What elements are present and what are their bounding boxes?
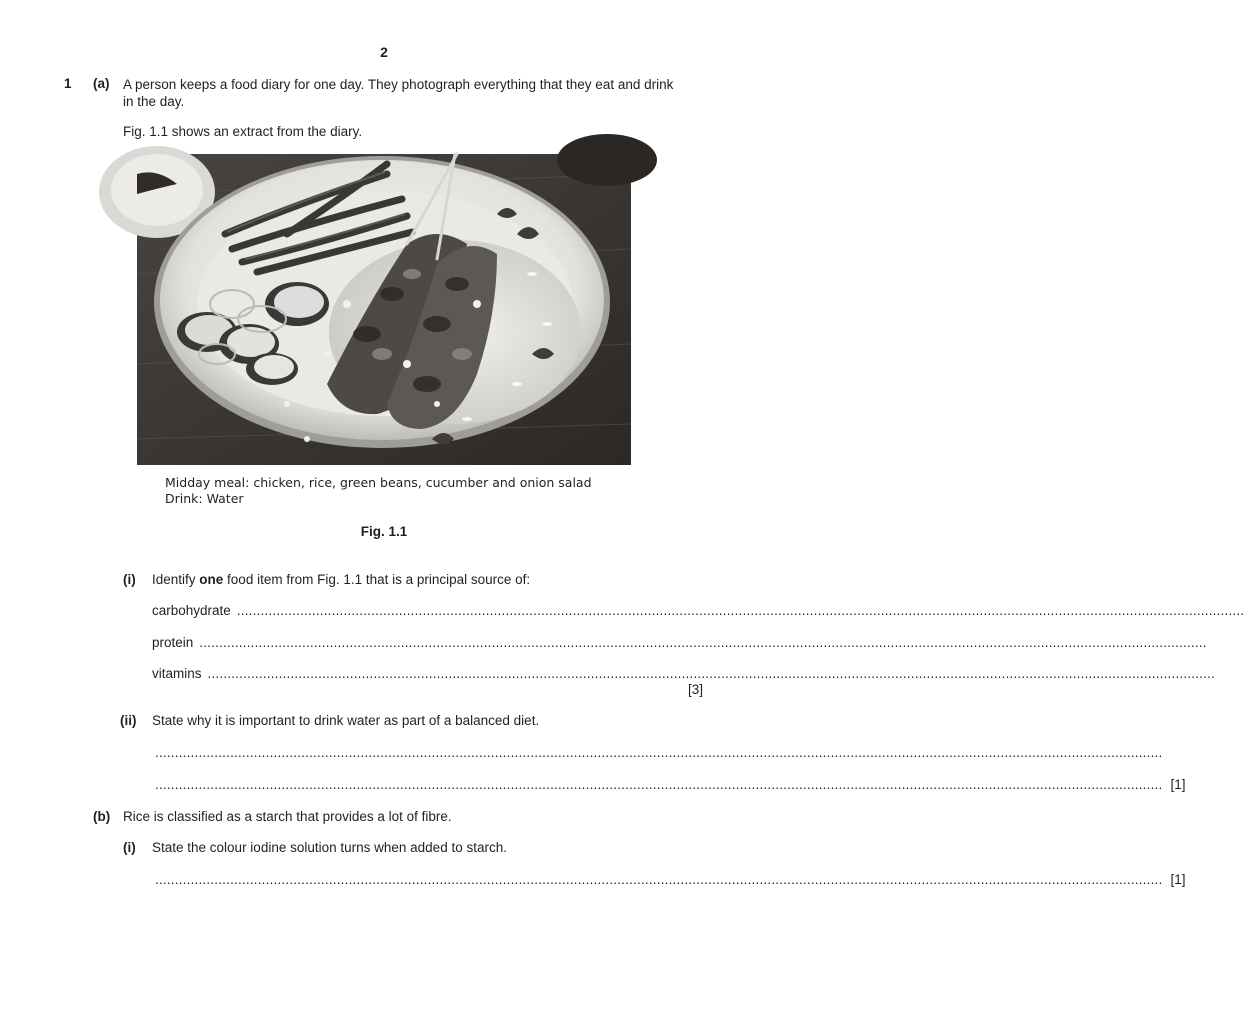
part-a-i-text-bold: one	[199, 572, 224, 587]
answer-dots: ...............................................................................................................................................................................................................................................................	[155, 777, 1163, 792]
part-b-text: Rice is classified as a starch that provides a lot of fibre.	[123, 809, 452, 824]
part-b-i-label: (i)	[123, 840, 136, 855]
answer-line-iodine[interactable]	[155, 872, 1186, 887]
marks-a-ii: [1]	[1170, 777, 1186, 792]
answer-label-protein: protein	[152, 635, 194, 650]
answer-line-protein[interactable]	[152, 635, 1207, 650]
answer-line-water-1[interactable]	[155, 745, 1163, 760]
marks-b-i: [1]	[1170, 872, 1186, 887]
answer-dots: ...............................................................................................................................................................................................................................................................	[199, 635, 1207, 650]
part-b-i-text: State the colour iodine solution turns when added to starch.	[152, 840, 507, 855]
figure-label: Fig. 1.1	[360, 524, 408, 539]
part-a-i-text-before: Identify	[152, 572, 200, 587]
part-a-i-text-after: food item from Fig. 1.1 that is a principal source of:	[223, 572, 531, 587]
part-a-ii-label: (ii)	[120, 713, 137, 728]
part-a-i-text	[152, 572, 530, 587]
answer-dots: ...............................................................................................................................................................................................................................................................	[155, 872, 1163, 887]
answer-dots: ...............................................................................................................................................................................................................................................................	[236, 603, 1244, 618]
marks-a-i: [3]	[687, 682, 703, 697]
page-number: 2	[380, 44, 388, 60]
meal-photo-illustration	[137, 154, 631, 465]
caption-meal: Midday meal: chicken, rice, green beans, cucumber and onion salad	[165, 475, 592, 490]
answer-label-carbohydrate: carbohydrate	[152, 603, 231, 618]
part-a-ii-text: State why it is important to drink water as part of a balanced diet.	[152, 713, 540, 728]
caption-drink: Drink: Water	[165, 491, 244, 506]
answer-line-vitamins[interactable]	[152, 666, 1215, 681]
part-a-intro-line1: A person keeps a food diary for one day. They photograph everything that they eat and drink	[123, 77, 674, 92]
answer-dots: ...............................................................................................................................................................................................................................................................	[207, 666, 1215, 681]
fig-reference: Fig. 1.1 shows an extract from the diary.	[123, 124, 363, 139]
question-number: 1	[64, 76, 72, 91]
part-a-intro	[123, 76, 713, 110]
meal-photo	[137, 154, 631, 465]
answer-dots: ...............................................................................................................................................................................................................................................................	[155, 745, 1163, 760]
answer-line-carbohydrate[interactable]	[152, 603, 1244, 618]
part-b-label: (b)	[93, 809, 111, 824]
part-a-label: (a)	[93, 76, 110, 91]
part-a-i-label: (i)	[123, 572, 136, 587]
answer-label-vitamins: vitamins	[152, 666, 202, 681]
answer-line-water-2[interactable]	[155, 777, 1186, 792]
photo-caption	[165, 475, 592, 507]
part-a-intro-line2: in the day.	[123, 94, 185, 109]
